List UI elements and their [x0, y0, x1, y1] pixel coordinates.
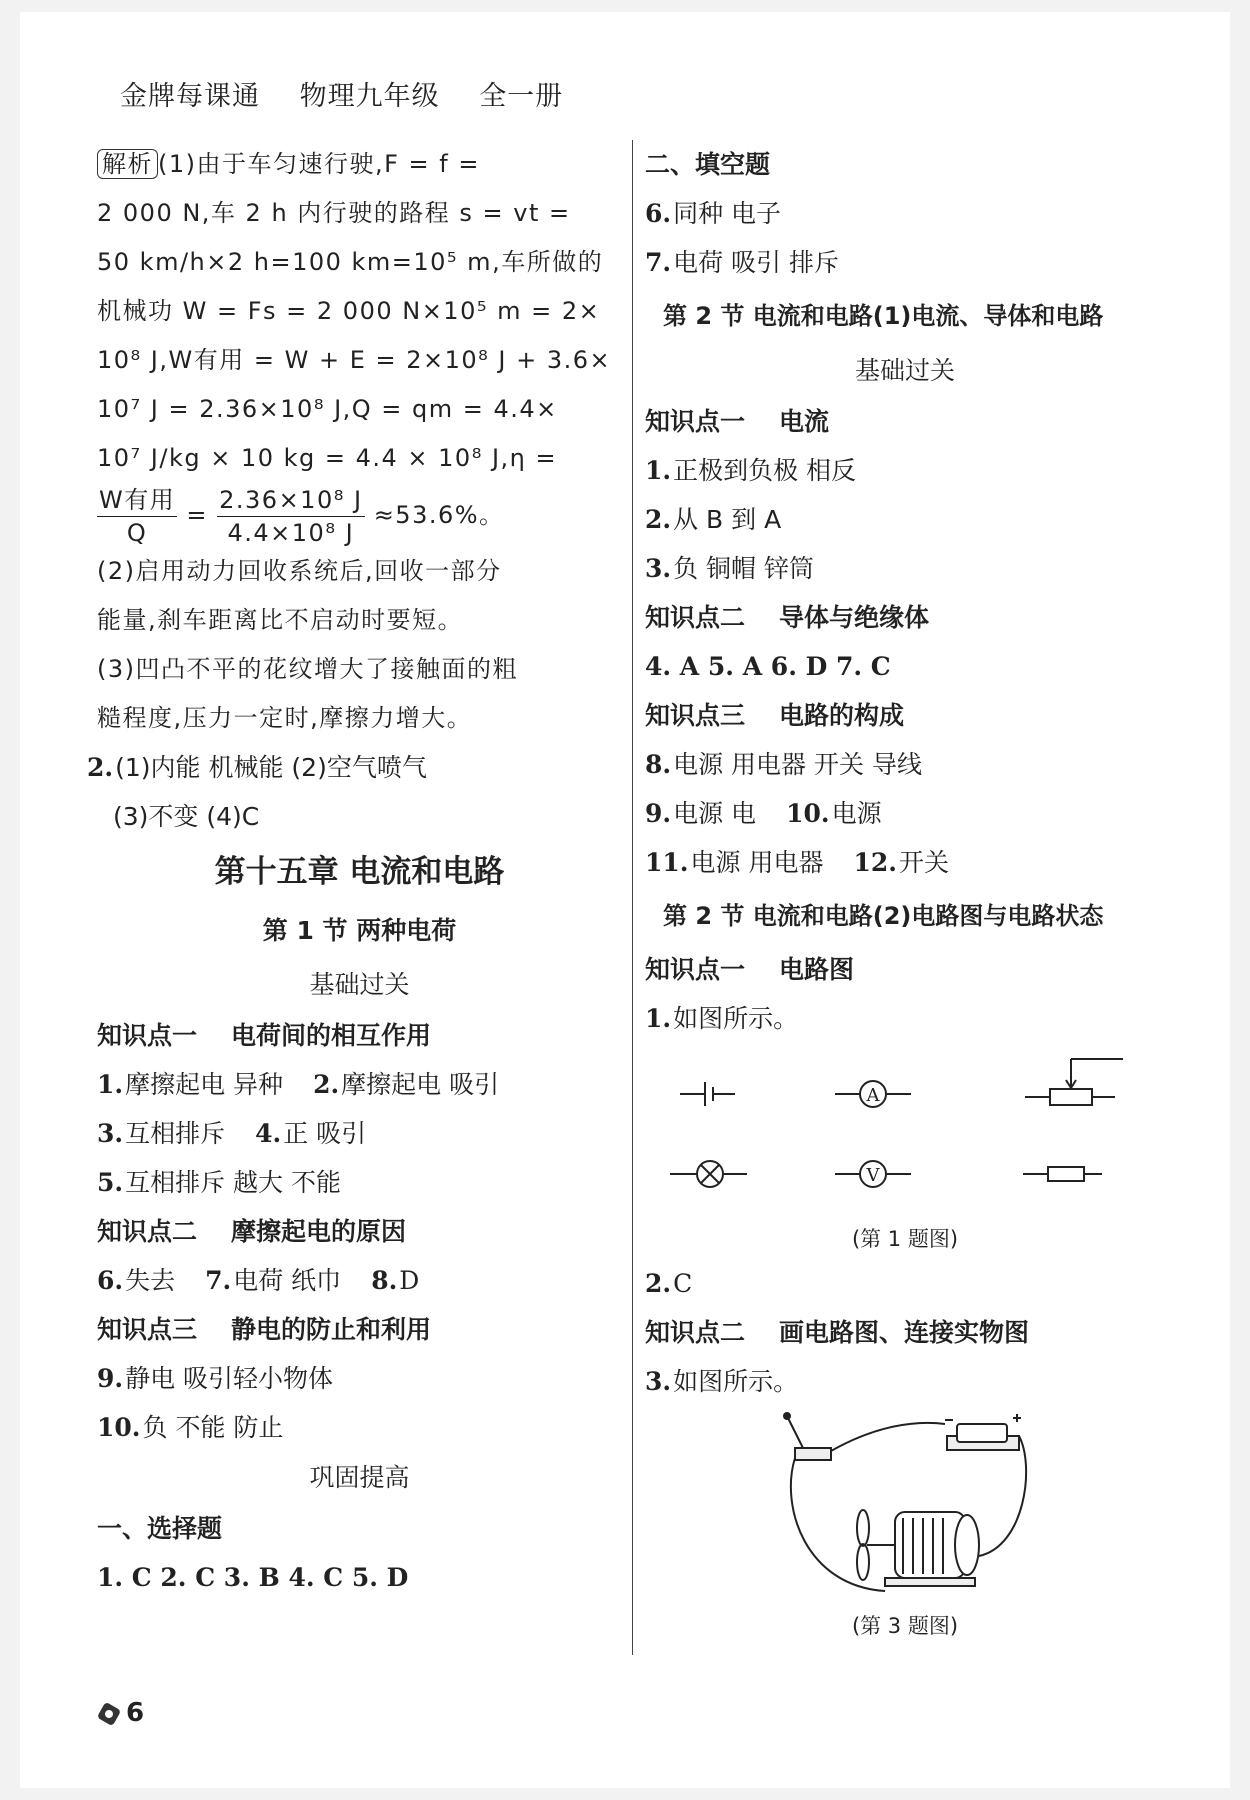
answer-line: (3)不变 (4)C: [113, 802, 260, 831]
knowledge-point: 知识点一 电路图: [645, 955, 855, 984]
section-title: 第 2 节 电流和电路(2)电路图与电路状态: [663, 902, 1104, 930]
analysis-line: (3)凹凸不平的花纹增大了接触面的粗: [97, 655, 518, 683]
page-number: 6: [126, 1698, 145, 1728]
battery-cell: [945, 1414, 1021, 1450]
answer-line: 9.电源 电 10.电源: [645, 799, 882, 828]
analysis-line: 2 000 N,车 2 h 内行驶的路程 s = vt =: [97, 199, 571, 227]
answer-line: 1.正极到负极 相反: [645, 456, 857, 485]
answer-line: 10.负 不能 防止: [97, 1413, 284, 1442]
analysis-block: [97, 140, 622, 743]
answer-line: 2.从 B 到 A: [645, 505, 782, 534]
question-type-title: 二、填空题: [645, 150, 771, 179]
section-title: 第 1 节 两种电荷: [262, 916, 457, 945]
answer-line: 8.电源 用电器 开关 导线: [645, 750, 922, 779]
right-column: [645, 140, 1165, 1646]
analysis-line: 糙程度,压力一定时,摩擦力增大。: [97, 704, 473, 732]
answer-line: 11.电源 用电器 12.开关: [645, 848, 949, 877]
analysis-line: (2)启用动力回收系统后,回收一部分: [97, 557, 502, 585]
analysis-line: 10⁷ J/kg × 10 kg = 4.4 × 10⁸ J,η =: [97, 444, 558, 472]
ammeter-label: A: [866, 1085, 880, 1106]
analysis-line: 50 km/h×2 h=100 km=10⁵ m,车所做的: [97, 248, 604, 276]
analysis-line: 10⁸ J,W有用 = W + E = 2×10⁸ J + 3.6×: [97, 346, 612, 374]
subsection-title: 巩固提高: [309, 1463, 410, 1492]
answer-line: 2.(1)内能 机械能 (2)空气喷气: [87, 753, 427, 782]
rheostat-symbol: [1025, 1059, 1123, 1105]
knowledge-point: 知识点二 画电路图、连接实物图: [645, 1318, 1030, 1347]
knowledge-point: 知识点二 摩擦起电的原因: [97, 1217, 407, 1246]
analysis-line: 解析 (1)由于车匀速行驶,F = f =: [97, 140, 622, 189]
answer-line: 3.互相排斥 4.正 吸引: [97, 1119, 367, 1148]
analysis-line: 机械功 W = Fs = 2 000 N×10⁵ m = 2×: [97, 297, 601, 325]
book-title: 金牌每课通: [120, 81, 260, 112]
answer-line: 3.负 铜帽 锌筒: [645, 554, 815, 583]
circuit-symbols-figure: [645, 1049, 1165, 1219]
answer-line: 7.电荷 吸引 排斥: [645, 248, 840, 277]
answer-line: 1. C 2. C 3. B 4. C 5. D: [97, 1563, 409, 1592]
electric-motor: [857, 1510, 979, 1586]
subject-title: 物理九年级: [299, 81, 440, 112]
question-type-title: 一、选择题: [97, 1514, 223, 1543]
knowledge-point: 知识点三 静电的防止和利用: [97, 1315, 432, 1344]
page-header: [120, 74, 593, 113]
analysis-line: 能量,刹车距离比不启动时要短。: [97, 606, 464, 634]
knowledge-point: 知识点一 电流: [645, 407, 830, 436]
answer-line: 5.互相排斥 越大 不能: [97, 1168, 342, 1197]
figure-caption: (第 3 题图): [851, 1614, 959, 1638]
physical-circuit-figure: [645, 1406, 1165, 1606]
fraction: $\frac{\text{2.36×10⁸ J}}{\text{4.4×10⁸ J}}$: [219, 485, 363, 547]
lamp-symbol: [670, 1161, 747, 1187]
section-title: 第 2 节 电流和电路(1)电流、导体和电路: [663, 302, 1104, 330]
fraction: $\frac{\text{W有用}}{Q}$: [99, 485, 176, 547]
battery-symbol: [680, 1082, 735, 1106]
resistor-symbol: [1023, 1167, 1102, 1181]
answer-line: 9.静电 吸引轻小物体: [97, 1364, 334, 1393]
volume-title: 全一册: [479, 81, 564, 112]
page-footer: [100, 1698, 144, 1728]
efficiency-formula: $\frac{\text{W有用}}{Q}$ = $\frac{\text{2.36×10⁸ J}}{\text{4.4×10⁸ J}}$ ≈53.6%。: [99, 485, 505, 547]
answer-line: 6.失去 7.电荷 纸巾 8.D: [97, 1266, 420, 1295]
wire: [831, 1423, 945, 1451]
subsection-title: 基础过关: [309, 970, 410, 999]
wire: [791, 1458, 885, 1591]
voltmeter-label: V: [866, 1165, 880, 1186]
wire: [979, 1436, 1026, 1556]
knife-switch: [784, 1413, 831, 1460]
answer-line: 1.摩擦起电 异种 2.摩擦起电 吸引: [97, 1070, 500, 1099]
knowledge-point: 知识点一 电荷间的相互作用: [97, 1021, 432, 1050]
answer-line: 2.C: [645, 1269, 693, 1298]
answer-line: 4. A 5. A 6. D 7. C: [645, 652, 891, 681]
answer-line: 3.如图所示。: [645, 1367, 799, 1396]
knowledge-point: 知识点二 导体与绝缘体: [645, 603, 930, 632]
column-divider: [632, 140, 633, 1655]
answer-line: 1.如图所示。: [645, 1004, 799, 1033]
knowledge-point: 知识点三 电路的构成: [645, 701, 905, 730]
answer-line: 6.同种 电子: [645, 199, 782, 228]
subsection-title: 基础过关: [854, 356, 955, 385]
figure-caption: (第 1 题图): [851, 1227, 959, 1251]
hexagon-icon: [97, 1702, 122, 1727]
analysis-label: 解析: [97, 149, 158, 179]
left-column: [87, 140, 622, 1602]
chapter-title: 第十五章 电流和电路: [214, 854, 505, 890]
analysis-line: 10⁷ J = 2.36×10⁸ J,Q = qm = 4.4×: [97, 395, 558, 423]
